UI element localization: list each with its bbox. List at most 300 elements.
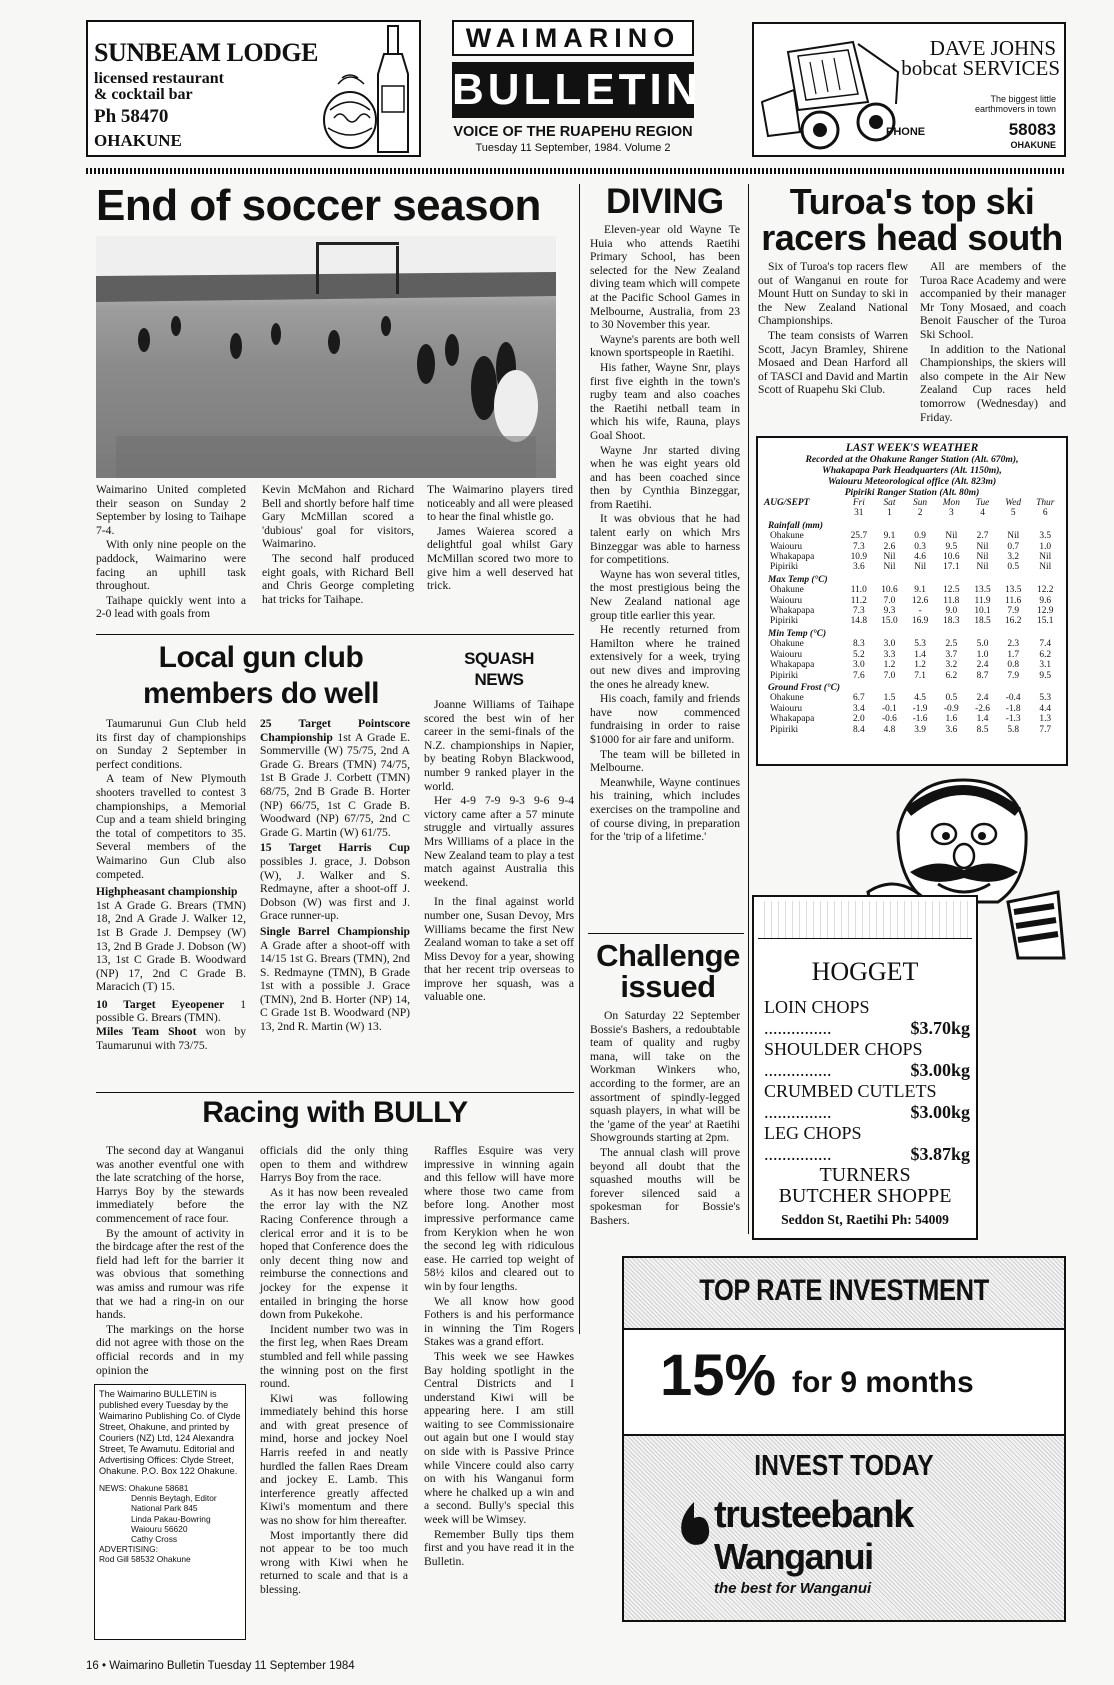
weather-value: 4.8 bbox=[883, 724, 896, 735]
rate-term: for 9 months bbox=[792, 1366, 974, 1399]
weather-value: 1.4 bbox=[914, 649, 926, 660]
weather-value: 11.0 bbox=[850, 585, 867, 596]
gun-headline bbox=[96, 640, 426, 712]
weather-value: 2.6 bbox=[883, 541, 896, 552]
weather-value: 13.5 bbox=[1004, 585, 1022, 596]
weather-section-title: Rainfall (mm) bbox=[768, 520, 823, 531]
price-item-name: CRUMBED CUTLETS bbox=[764, 1081, 937, 1101]
dave-johns-ad bbox=[752, 22, 1066, 157]
weather-value: -0.4 bbox=[1005, 693, 1021, 704]
weather-row bbox=[762, 552, 1062, 562]
ad-phone: Ph 58470 bbox=[94, 106, 169, 127]
imprint-news: Dennis Beytagh, Editor bbox=[131, 1493, 217, 1504]
gun-subhead: 10 Target Eyeopener bbox=[96, 997, 225, 1011]
column-rule bbox=[579, 184, 580, 1334]
weather-value: - bbox=[918, 606, 922, 617]
weather-sub: Recorded at the Ohakune Ranger Station (Alt. 670m), bbox=[805, 454, 1019, 465]
weather-row bbox=[762, 616, 1062, 626]
weather-date: 6 bbox=[1042, 508, 1048, 519]
weather-value: 2.0 bbox=[852, 714, 865, 725]
ad-slogan: The biggest little bbox=[990, 94, 1056, 104]
invest-cta: INVEST TODAY bbox=[754, 1450, 934, 1482]
gun-para: A team of New Plymouth shooters travelled to contest 3 championships, a Memorial Cup and a team shield bringing the total of competitors to 35. Several members of the Waimarino Gun Club also competed. bbox=[96, 772, 246, 881]
challenge-body bbox=[590, 1009, 740, 1229]
ad-town: OHAKUNE bbox=[1010, 140, 1056, 150]
soccer-headline: End of soccer season bbox=[96, 181, 541, 230]
soccer-para: James Waierea scored a delightful goal whilst Gary McMillan scored two more to give him a well deserved hat trick. bbox=[427, 524, 573, 593]
price-value: $3.70kg bbox=[910, 1018, 970, 1038]
weather-value: 1.7 bbox=[1007, 649, 1020, 660]
gun-col1-body bbox=[96, 717, 246, 1052]
weather-value: 16.2 bbox=[1004, 616, 1022, 627]
weather-value: 3.0 bbox=[883, 639, 896, 650]
imprint-news: NEWS: Ohakune 58681 bbox=[99, 1483, 189, 1493]
turoa-col2 bbox=[920, 260, 1066, 425]
soccer-col1 bbox=[96, 483, 246, 622]
weather-sub: Waiouru Meteorological office (Alt. 823m) bbox=[827, 476, 997, 487]
weather-value: 9.3 bbox=[883, 606, 896, 617]
diving-para: Wayne's parents are both well known sportspeople in Raetihi. bbox=[590, 332, 740, 360]
weather-row bbox=[762, 639, 1062, 649]
weather-table bbox=[762, 498, 1062, 735]
weather-value: Nil bbox=[1039, 552, 1052, 563]
weather-value: 2.4 bbox=[976, 660, 989, 671]
weather-value: 2.5 bbox=[945, 639, 958, 650]
weather-value: 15.0 bbox=[881, 616, 898, 627]
racing-col2 bbox=[260, 1144, 408, 1598]
weather-value: 9.6 bbox=[1039, 595, 1052, 606]
weather-value: 4.6 bbox=[914, 552, 926, 563]
weather-value: 4.5 bbox=[914, 693, 926, 704]
gun-subhead: 25 Target Pointscore Championship bbox=[260, 717, 410, 744]
weather-value: 1.3 bbox=[1039, 714, 1052, 725]
turoa-headline bbox=[756, 181, 1068, 258]
squash-para: Her 4-9 7-9 9-3 9-6 9-4 victory came after a 57 minute struggle and virtually assures Mrs Williams of a place in the New Zealand team to play a test match against Australia this weekend. bbox=[424, 794, 574, 889]
weather-date: 31 bbox=[854, 508, 864, 519]
weather-date: 4 bbox=[980, 508, 985, 519]
dateline: Tuesday 11 September, 1984. Volume 2 bbox=[475, 142, 671, 154]
turoa-para: All are members of the Turoa Race Academy and were accompanied by their manager Mr Tony Mosaed, and coach Benoit Fauscher of the Turoa Ski School. bbox=[920, 260, 1066, 341]
weather-sub: Whakapapa Park Headquarters (Alt. 1150m), bbox=[822, 465, 1002, 476]
rate-value: 15% bbox=[660, 1343, 777, 1408]
weather-section-row bbox=[762, 573, 1062, 585]
turoa-col1 bbox=[758, 260, 908, 398]
ad-name: SUNBEAM LODGE bbox=[94, 38, 318, 67]
weather-value: Nil bbox=[945, 531, 958, 542]
weather-row bbox=[762, 585, 1062, 595]
challenge-para: The annual clash will prove beyond all doubt that the squashed mouths will be forever silenced said a spokesman for Bossie's Bashers. bbox=[590, 1145, 740, 1227]
weather-value: 9.5 bbox=[945, 541, 958, 552]
weather-place: Whakapapa bbox=[770, 660, 815, 671]
gun-para: 1 possible G. Brears (TMN). bbox=[96, 997, 247, 1025]
racing-col1 bbox=[96, 1144, 244, 1378]
weather-day: Fri bbox=[852, 498, 865, 508]
trusteebank-ad bbox=[622, 1256, 1066, 1622]
column-rule bbox=[748, 184, 749, 1234]
diving-para: Wayne Jnr started diving when he was eight years old and has been coached since then by Cynthia Binzeggar, from Raetihi. bbox=[590, 443, 740, 511]
squash-headline-line: SQUASH bbox=[464, 649, 534, 668]
imprint-news: National Park 845 bbox=[131, 1503, 198, 1514]
soccer-para: Kevin McMahon and Richard Bell and shortly before half time Gary McMillan scored a 'dubious' goal for visitors, Waimarino. bbox=[262, 483, 414, 551]
turoa-para: The team consists of Warren Scott, Jacyn Bramley, Shirene Mosaed and Dean Harford all of TASCI and David and Martin Scott of Ruapehu Ski Club. bbox=[758, 328, 908, 397]
soccer-para: The Waimarino players tired noticeably and all were pleased to hear the final whistle go. bbox=[427, 483, 573, 524]
diving-para: Meanwhile, Wayne continues his training, which includes exercises on the trampoline and of course diving, in preparation for the 'trip of a lifetime.' bbox=[590, 775, 740, 844]
gun-headline-line: Local gun club bbox=[158, 641, 364, 674]
weather-row bbox=[762, 650, 1062, 660]
price-value: $3.00kg bbox=[910, 1060, 970, 1080]
weather-row bbox=[762, 671, 1062, 681]
turoa-headline-line: Turoa's top ski bbox=[789, 181, 1035, 222]
page-footer: 16 • Waimarino Bulletin Tuesday 11 September 1984 bbox=[86, 1660, 355, 1672]
hogget-ad bbox=[752, 895, 978, 1240]
challenge-headline bbox=[588, 940, 748, 1002]
trusteebank-logo-icon bbox=[674, 1500, 714, 1550]
weather-value: 12.9 bbox=[1037, 606, 1054, 617]
weather-value: Nil bbox=[914, 562, 927, 573]
weather-value: 7.9 bbox=[1007, 670, 1020, 681]
imprint-news: Waiouru 56620 bbox=[131, 1523, 188, 1534]
weather-date: 1 bbox=[887, 508, 892, 519]
weather-value: 18.5 bbox=[974, 616, 991, 627]
imprint-news: Linda Pakau-Bowring bbox=[131, 1513, 211, 1524]
imprint-box bbox=[94, 1384, 246, 1640]
weather-value: 3.6 bbox=[852, 562, 865, 573]
squash-headline-line: NEWS bbox=[474, 670, 524, 689]
soccer-col2 bbox=[262, 483, 414, 607]
weather-value: 3.3 bbox=[883, 649, 896, 660]
weather-section-title: Ground Frost (°C) bbox=[768, 682, 840, 693]
soccer-para: Taihape quickly went into a 2-0 lead with goals from bbox=[96, 593, 246, 621]
weather-value: 7.9 bbox=[1007, 606, 1020, 617]
diving-headline: DIVING bbox=[606, 182, 724, 221]
weather-value: 1.0 bbox=[1039, 541, 1052, 552]
weather-value: 1.4 bbox=[976, 714, 989, 725]
weather-value: 7.0 bbox=[883, 595, 896, 606]
squash-para: Joanne Williams of Taihape scored the best win of her career in the semi-finals of the N.Z. championships in Napier, by beating Robyn Blackwood, number 9 ranked player in the world. bbox=[424, 698, 574, 793]
weather-blank bbox=[762, 508, 843, 518]
weather-value: -1.8 bbox=[1005, 703, 1021, 714]
weather-value: 0.7 bbox=[1007, 541, 1020, 552]
weather-row bbox=[762, 660, 1062, 670]
gun-subhead: Highpheasant championship bbox=[96, 885, 238, 899]
diving-para: His father, Wayne Snr, plays first five eighth in the town's rugby team and also coaches the Raetihi netball team in which his wife, Rauna, plays Goal Shoot. bbox=[590, 360, 740, 442]
weather-value: 11.9 bbox=[974, 595, 991, 606]
weather-value: 3.7 bbox=[945, 649, 958, 660]
title-main: BULLETIN bbox=[452, 62, 694, 118]
weather-value: 5.3 bbox=[1039, 693, 1052, 704]
weather-value: 3.6 bbox=[945, 724, 958, 735]
weather-value: 9.1 bbox=[883, 531, 896, 542]
weather-value: 5.0 bbox=[976, 639, 989, 650]
weather-day: Mon bbox=[942, 498, 960, 508]
trustee-banner: TOP RATE INVESTMENT bbox=[699, 1274, 989, 1307]
ad-line: & cocktail bar bbox=[94, 86, 193, 103]
racing-para: As it has now been revealed the error lay with the NZ Racing Conference through a clerical error and it is to be hoped that Conference does the only decent thing now and reimburse the connections and jockey for the expense it entailed in bringing the horse down from Pukekohe. bbox=[260, 1185, 408, 1322]
weather-place: Whakapapa bbox=[770, 606, 815, 617]
gun-para: A Grade after a shoot-off with 14/15 1st G. Brears (TMN), 2nd S. Redmayne (TMN), B Grade 1st with a possible J. Grace (TMN), 2nd B. Horter (NP) 14, C Grade 1st B. Woodward (NP) 13, 2nd R. Martin (W) 13. bbox=[260, 938, 410, 1034]
weather-value: 0.5 bbox=[945, 693, 958, 704]
price-row bbox=[764, 1101, 970, 1123]
price-row bbox=[764, 1059, 970, 1081]
hogget-title: HOGGET bbox=[811, 957, 919, 986]
weather-value: 6.7 bbox=[852, 693, 865, 704]
diving-para: His coach, family and friends have now commenced fundraising in order to raise $1000 for air fare and uniform. bbox=[590, 692, 740, 746]
weather-row bbox=[762, 714, 1062, 724]
weather-value: 3.5 bbox=[1039, 531, 1052, 542]
wine-bottle-icon bbox=[320, 24, 418, 156]
weather-place: Pipiriki bbox=[770, 616, 799, 627]
weather-day: Wed bbox=[1005, 498, 1022, 508]
weather-value: 8.4 bbox=[852, 724, 865, 735]
weather-value: 3.9 bbox=[914, 724, 926, 735]
racing-para: Remember Bully tips them first and you have read it in the Bulletin. bbox=[424, 1527, 574, 1568]
price-row bbox=[764, 1143, 970, 1165]
racing-para: officials did the only thing open to them and withdrew Harrys Boy from the race. bbox=[260, 1144, 408, 1185]
weather-value: 7.4 bbox=[1039, 639, 1052, 650]
racing-para: Kiwi was following immediately behind this horse and with great presence of mind, horse and jockey Noel Harris reefed in and neatly hurdled the fallen Raes Dream and jockey E. Lamb. This interference greatly affected Kiwi's momentum and there was no show for him thereafter. bbox=[260, 1391, 408, 1528]
weather-value: 3.2 bbox=[1007, 552, 1020, 563]
weather-value: 1.0 bbox=[976, 649, 989, 660]
weather-place: Whakapapa bbox=[770, 714, 815, 725]
weather-day: Sat bbox=[883, 498, 896, 508]
weather-value: 0.3 bbox=[914, 541, 926, 552]
gun-para: 1st A Grade G. Brears (TMN) 18, 2nd A Grade J. Walker 12, 1st B Grade J. Dempsey (W) 13, 2nd B Grade J. Dobson (W) 13, 1st C Grade B. Woodward (NP) 17, 2nd C Grade B. Maracich (T) 15. bbox=[96, 898, 246, 994]
weather-date: 5 bbox=[1010, 508, 1016, 519]
weather-value: Nil bbox=[976, 562, 989, 573]
weather-place: Waiouru bbox=[770, 595, 803, 606]
racing-para: This week we see Hawkes Bay holding spotlight in the Central Districts and I understand Kiwi will be appearing here. I am still waiting to see Commissionaire out again but one I would stay on side with is Passive Prince while Vincere could also carry on with his Wanganui form where he chalked up a win and a second. Bully's special this week will be Wimsey. bbox=[424, 1349, 574, 1527]
weather-place: Ohakune bbox=[770, 531, 804, 542]
weather-row bbox=[762, 693, 1062, 703]
weather-value: 12.5 bbox=[943, 585, 960, 596]
challenge-headline-line: issued bbox=[620, 969, 716, 1004]
weather-value: -1.9 bbox=[912, 703, 928, 714]
trustee-brand: Wanganui bbox=[714, 1536, 873, 1577]
price-dots: ............... bbox=[764, 1018, 832, 1038]
gun-col2 bbox=[260, 717, 410, 1034]
weather-section-title: Min Temp (°C) bbox=[768, 628, 827, 639]
price-value: $3.87kg bbox=[910, 1144, 970, 1164]
weather-value: 0.8 bbox=[1007, 660, 1020, 671]
diving-para: Eleven-year old Wayne Te Huia who attends Raetihi Primary School, has been selected for the New Zealand diving team which will compete at the Pacific School Games in Melbourne, Australia, from 23 to 30 November this year. bbox=[590, 223, 740, 332]
hogget-price-list bbox=[764, 997, 970, 1165]
racing-para: By the amount of activity in the birdcage after the rest of the field had left for the barrier it was obvious that something was amiss and rumour was rife that we had a ring-in on our hands. bbox=[96, 1226, 244, 1322]
gun-para: 1st A Grade E. Sommerville (W) 75/75, 2nd A Grade G. Brears (TMN) 74/75, 1st B Grade J. Corbett (TMN) 68/75, 2nd B Grade B. Horter (NP) 66/75, 1st C Grade B. Woodward (NP) 67/75, 2nd C Grade G. Martin (W) 61/75. bbox=[260, 730, 410, 839]
weather-value: 1.2 bbox=[883, 660, 896, 671]
weather-value: 1.2 bbox=[914, 660, 926, 671]
imprint-adv: Rod Gill 58532 Ohakune bbox=[99, 1554, 191, 1565]
weather-value: 0.9 bbox=[914, 531, 926, 542]
racing-para: Raffles Esquire was very impressive in winning again and this fellow will have more where those two came from before long. Another most impressive performance came from Kerykion when he won the second leg with ridiculous ease. He carried top weight of 58½ kilos and cleared out to win by four lengths. bbox=[424, 1144, 574, 1293]
weather-value: -0.6 bbox=[882, 714, 897, 725]
sunbeam-lodge-ad bbox=[86, 20, 421, 157]
rate-panel bbox=[624, 1328, 1064, 1436]
weather-day: Thur bbox=[1036, 498, 1055, 508]
squash-para: In the final against world number one, Susan Devoy, Mrs Williams became the first New Zealand woman to take a set off Miss Devoy for a year, showing that her recent trip overseas to improve her squash, was a valuable one. bbox=[424, 895, 574, 1004]
weather-value: 7.1 bbox=[914, 670, 926, 681]
weather-value: 8.3 bbox=[852, 639, 865, 650]
price-item-name: LOIN CHOPS bbox=[764, 997, 870, 1017]
weather-place: Pipiriki bbox=[770, 562, 799, 573]
weather-sub: Pipiriki Ranger Station (Alt. 80m) bbox=[844, 487, 980, 498]
weather-section-row bbox=[762, 627, 1062, 639]
ad-phone: 58083 bbox=[1008, 120, 1056, 139]
racing-para: The second day at Wanganui was another eventful one with the late scratching of the horse, Harrys Boy by the stewards immediately before the commencement of race four. bbox=[96, 1144, 244, 1225]
weather-value: 7.3 bbox=[852, 606, 865, 617]
weather-value: 10.6 bbox=[943, 552, 960, 563]
weather-value: 16.9 bbox=[911, 616, 929, 627]
squash-headline bbox=[424, 648, 574, 690]
tagline: VOICE OF THE RUAPEHU REGION bbox=[453, 124, 693, 140]
trustee-brand: trusteebank bbox=[714, 1494, 913, 1536]
price-dots: ............... bbox=[764, 1060, 832, 1080]
weather-value: 11.8 bbox=[943, 595, 960, 606]
gun-para: Taumarunui Gun Club held its first day of championships on Sunday 2 September in perfect conditions. bbox=[96, 717, 246, 771]
weather-value: 5.8 bbox=[1007, 724, 1020, 735]
soccer-photo bbox=[96, 236, 556, 478]
weather-value: -0.9 bbox=[943, 703, 959, 714]
masthead-rule bbox=[86, 168, 1066, 174]
weather-value: Nil bbox=[883, 562, 896, 573]
imprint-news: Cathy Cross bbox=[131, 1534, 178, 1545]
weather-row bbox=[762, 542, 1062, 552]
turoa-para: Six of Turoa's top racers flew out of Wanganui en route for Mount Hutt on Sunday to ski in the New Zealand National Championships. bbox=[758, 260, 908, 328]
weather-row bbox=[762, 531, 1062, 541]
weather-value: Nil bbox=[1039, 562, 1052, 573]
weather-value: 15.1 bbox=[1037, 616, 1054, 627]
weather-value: 9.1 bbox=[914, 585, 926, 596]
weather-value: -1.3 bbox=[1005, 714, 1021, 725]
weather-value: Nil bbox=[1007, 531, 1020, 542]
weather-place: Ohakune bbox=[770, 693, 804, 704]
weather-date-row bbox=[762, 508, 1062, 518]
price-dots: ............... bbox=[764, 1144, 832, 1164]
racing-para: Incident number two was in the first leg, when Raes Dream stumbled and fell while passing the winning post on the first round. bbox=[260, 1322, 408, 1391]
weather-place: Ohakune bbox=[770, 585, 804, 596]
weather-value: 25.7 bbox=[850, 531, 867, 542]
diving-para: It was obvious that he had talent early on which Mrs Binzeggar was able to harness for competitions. bbox=[590, 512, 740, 567]
shop-address: Seddon St, Raetihi Ph: 54009 bbox=[781, 1212, 949, 1227]
weather-value: 0.5 bbox=[1007, 562, 1020, 573]
weather-section-row bbox=[762, 681, 1062, 693]
weather-value: 3.4 bbox=[852, 703, 865, 714]
section-rule bbox=[96, 1092, 574, 1093]
weather-value: 3.1 bbox=[1039, 660, 1052, 671]
price-item-name: SHOULDER CHOPS bbox=[764, 1039, 923, 1059]
weather-value: 6.2 bbox=[1039, 649, 1052, 660]
soccer-col3 bbox=[427, 483, 573, 594]
racing-headline: Racing with BULLY bbox=[202, 1096, 468, 1129]
weather-section-title: Max Temp (°C) bbox=[768, 574, 828, 585]
weather-header-row bbox=[762, 498, 1062, 508]
weather-value: 10.1 bbox=[974, 606, 991, 617]
gun-subhead: Single Barrel Championship bbox=[260, 924, 410, 938]
weather-value: -2.6 bbox=[975, 703, 990, 714]
weather-value: -0.1 bbox=[882, 703, 897, 714]
gun-para: won by Taumarunui with 73/75. bbox=[96, 1025, 246, 1052]
imprint-adv: ADVERTISING: bbox=[99, 1544, 158, 1555]
turoa-headline-line: racers head south bbox=[761, 217, 1063, 258]
weather-place: Pipiriki bbox=[770, 724, 799, 735]
weather-place: Waiouru bbox=[770, 703, 803, 714]
ad-town: OHAKUNE bbox=[94, 131, 182, 150]
weather-value: 10.6 bbox=[881, 585, 898, 596]
title-block bbox=[428, 20, 718, 157]
weather-value: 11.2 bbox=[850, 595, 867, 606]
section-rule bbox=[588, 933, 744, 934]
soccer-para: The second half produced eight goals, with Richard Bell and Chris George completing hat tricks for Taihape. bbox=[262, 551, 414, 606]
diving-para: The team will be billeted in Melbourne. bbox=[590, 747, 740, 775]
turoa-para: In addition to the National Championships, the skiers will also compete in the Air New Zealand Cup races held tomorrow (Wednesday) and Friday. bbox=[920, 342, 1066, 424]
weather-value: 3.0 bbox=[852, 660, 865, 671]
weather-value: 7.3 bbox=[852, 541, 865, 552]
weather-value: 1.6 bbox=[945, 714, 958, 725]
ad-name: DAVE JOHNS bbox=[929, 36, 1056, 60]
gun-subhead: Miles Team Shoot bbox=[96, 1025, 197, 1039]
weather-date: 2 bbox=[917, 508, 923, 519]
weather-value: 4.4 bbox=[1039, 703, 1052, 714]
weather-value: 7.7 bbox=[1039, 724, 1052, 735]
weather-value: 1.5 bbox=[883, 693, 896, 704]
weather-value: 8.5 bbox=[976, 724, 989, 735]
weather-value: 2.4 bbox=[976, 693, 989, 704]
weather-row bbox=[762, 725, 1062, 735]
weather-value: 3.2 bbox=[945, 660, 958, 671]
weather-place: Waiouru bbox=[770, 541, 803, 552]
price-dots: ............... bbox=[764, 1102, 832, 1122]
weather-place: Pipiriki bbox=[770, 670, 799, 681]
weather-value: Nil bbox=[976, 541, 989, 552]
weather-row bbox=[762, 606, 1062, 616]
racing-para: We all know how good Fothers is and his performance in winning the Tim Rogers Stakes was a grand effort. bbox=[424, 1294, 574, 1349]
weather-value: 7.6 bbox=[852, 670, 865, 681]
weather-value: 9.0 bbox=[945, 606, 958, 617]
weather-row bbox=[762, 596, 1062, 606]
weather-value: 7.0 bbox=[883, 670, 896, 681]
weather-value: 14.8 bbox=[850, 616, 867, 627]
weather-title: LAST WEEK'S WEATHER bbox=[845, 442, 979, 454]
weather-value: 18.3 bbox=[943, 616, 960, 627]
weather-value: Nil bbox=[976, 552, 989, 563]
weather-value: 12.2 bbox=[1037, 585, 1054, 596]
weather-row bbox=[762, 704, 1062, 714]
racing-para: The markings on the horse did not agree with those on the official records and in my opinion the bbox=[96, 1322, 244, 1377]
weather-value: 8.7 bbox=[976, 670, 989, 681]
weather-place: Ohakune bbox=[770, 639, 804, 650]
shop-name: TURNERS bbox=[819, 1164, 911, 1186]
weather-value: 5.3 bbox=[914, 639, 926, 650]
ad-service: bobcat SERVICES bbox=[901, 56, 1060, 80]
challenge-para: On Saturday 22 September Bossie's Bashers, a redoubtable team of quality and rugby mana, will take on the Workman Winkers who, according to the former, are an assortment of spindly-legged squash players, in what will be the 'game of the year' at Raetihi Showgrounds starting at 2pm. bbox=[590, 1009, 740, 1145]
weather-value: 11.6 bbox=[1005, 595, 1022, 606]
weather-day: Sun bbox=[913, 498, 928, 508]
price-row bbox=[764, 1017, 970, 1039]
challenge-headline-line: Challenge bbox=[596, 938, 740, 973]
ad-phone-label: PHONE bbox=[886, 126, 926, 138]
weather-value: Nil bbox=[883, 552, 896, 563]
gun-headline-line: members do well bbox=[143, 677, 379, 710]
weather-value: 2.3 bbox=[1007, 639, 1020, 650]
weather-place: Waiouru bbox=[770, 649, 803, 660]
price-item-name: LEG CHOPS bbox=[764, 1123, 862, 1143]
weather-section-row bbox=[762, 519, 1062, 531]
racing-col3 bbox=[424, 1144, 574, 1569]
title-top: WAIMARINO bbox=[452, 20, 694, 56]
weather-box bbox=[756, 436, 1068, 766]
weather-value: 5.2 bbox=[852, 649, 865, 660]
price-value: $3.00kg bbox=[910, 1102, 970, 1122]
racing-para: Most importantly there did not appear to be too much wrong with Kiwi when he returned to scale and that is a blessing. bbox=[260, 1528, 408, 1596]
